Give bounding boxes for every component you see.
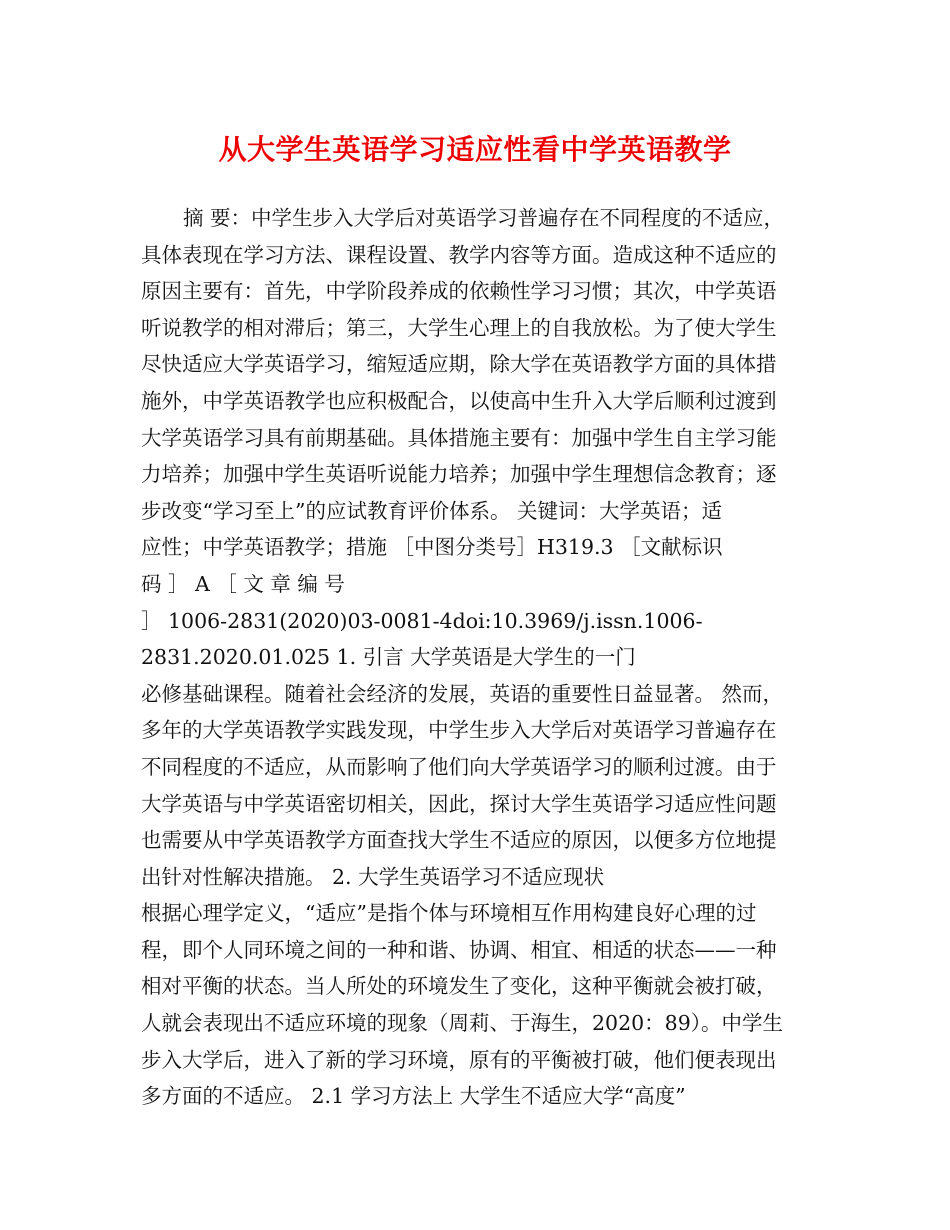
text-line: 原因主要有：首先，中学阶段养成的依赖性学习习惯；其次，中学英语: [141, 279, 777, 304]
document-title: 从大学生英语学习适应性看中学英语教学: [218, 133, 732, 166]
text-line: 码 ］ A ［ 文 章 编 号: [141, 571, 345, 596]
text-line: 相对平衡的状态。当人所处的环境发生了变化，这种平衡就会被打破，: [141, 974, 777, 999]
text-line: 程，即个人同环境之间的一种和谐、协调、相宜、相适的状态——一种: [141, 937, 777, 962]
text-line: 出针对性解决措施。 2. 大学生英语学习不适应现状: [141, 864, 605, 889]
text-line: 大学英语学习具有前期基础。具体措施主要有：加强中学生自主学习能: [141, 425, 777, 450]
text-line: 不同程度的不适应，从而影响了他们向大学英语学习的顺利过渡。由于: [141, 754, 777, 779]
text-line: 必修基础课程。随着社会经济的发展，英语的重要性日益显著。 然而，: [141, 681, 784, 706]
text-line: 摘 要：中学生步入大学后对英语学习普遍存在不同程度的不适应，: [183, 206, 785, 230]
text-line: 应性；中学英语教学；措施 ［中图分类号］H319.3 ［文献标识: [141, 535, 723, 560]
text-line: 力培养；加强中学生英语听说能力培养；加强中学生理想信念教育；逐: [141, 462, 777, 487]
text-line: 尽快适应大学英语学习，缩短适应期，除大学在英语教学方面的具体措: [141, 352, 777, 377]
text-line: 人就会表现出不适应环境的现象（周莉、于海生，2020：89）。中学生: [141, 1011, 784, 1036]
body-text: [141, 200, 813, 1115]
text-line: 步改变“学习至上”的应试教育评价体系。 关键词：大学英语；适: [141, 498, 722, 523]
text-line: 具体表现在学习方法、课程设置、教学内容等方面。造成这种不适应的: [141, 242, 777, 267]
text-line: 大学英语与中学英语密切相关，因此，探讨大学生英语学习适应性问题: [141, 791, 777, 816]
text-line: 也需要从中学英语教学方面查找大学生不适应的原因，以便多方位地提: [141, 828, 777, 853]
text-line: 听说教学的相对滞后；第三，大学生心理上的自我放松。为了使大学生: [141, 315, 777, 340]
text-line: 多年的大学英语教学实践发现，中学生步入大学后对英语学习普遍存在: [141, 718, 777, 743]
text-line: 多方面的不适应。 2.1 学习方法上 大学生不适应大学“高度”: [141, 1084, 686, 1109]
text-line: 2831.2020.01.025 1. 引言 大学英语是大学生的一门: [141, 645, 636, 670]
text-line: 施外，中学英语教学也应积极配合，以使高中生升入大学后顺利过渡到: [141, 388, 777, 413]
text-line: ］ 1006-2831(2020)03-0081-4doi:10.3969/j.issn.1006-: [141, 608, 703, 633]
text-line: 步入大学后，进入了新的学习环境，原有的平衡被打破，他们便表现出: [141, 1047, 777, 1072]
text-line: 根据心理学定义，“适应”是指个体与环境相互作用构建良好心理的过: [141, 901, 757, 926]
